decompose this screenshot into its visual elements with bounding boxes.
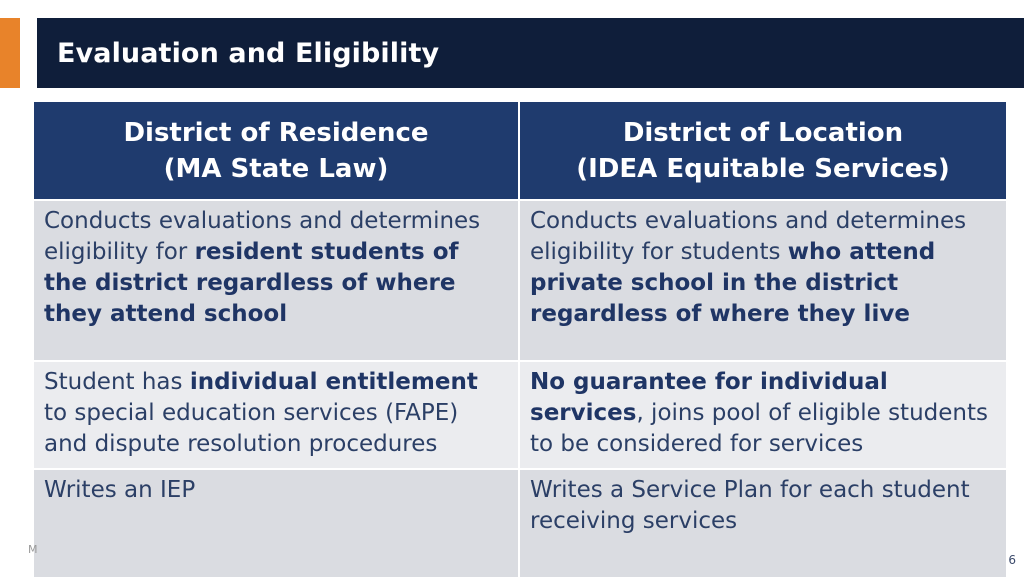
cell-text: Writes a Service Plan for each student receiving services [530, 477, 970, 534]
cell-text: Writes an IEP [44, 477, 196, 503]
column-header-title: District of Location [622, 117, 904, 148]
accent-bar [0, 18, 20, 88]
table-cell-residence-plan [34, 470, 520, 577]
table-cell-residence-entitlement [34, 362, 520, 470]
column-header-subtitle: (IDEA Equitable Services) [576, 153, 950, 184]
column-header-residence [34, 102, 520, 201]
comparison-table [34, 102, 1006, 577]
cell-emphasis: who attend private school in the district regardless of where they live [530, 239, 936, 327]
cell-emphasis: No guarantee for individual services [530, 369, 888, 426]
cell-text: , joins pool of eligible students to be considered for services [530, 400, 988, 457]
cell-text: Conducts evaluations and determines eligibility for students [530, 208, 967, 265]
title-bar [37, 18, 1024, 88]
cell-text: to special education services (FAPE) and dispute resolution procedures [44, 400, 459, 457]
column-header-location [520, 102, 1006, 201]
table-cell-location-entitlement [520, 362, 1006, 470]
table-cell-residence-evaluation [34, 201, 520, 362]
page-title: Evaluation and Eligibility [57, 37, 440, 69]
cell-emphasis: resident students of the district regardless of where they attend school [44, 239, 459, 327]
cell-text: Conducts evaluations and determines eligibility for [44, 208, 481, 265]
slide-number: 6 [1008, 553, 1016, 567]
table-cell-location-plan [520, 470, 1006, 577]
cell-text: Student has [44, 369, 190, 395]
footer-text: M [28, 543, 38, 556]
column-header-subtitle: (MA State Law) [163, 153, 389, 184]
cell-emphasis: individual entitlement [189, 369, 478, 395]
column-header-title: District of Residence [123, 117, 429, 148]
table-cell-location-evaluation [520, 201, 1006, 362]
